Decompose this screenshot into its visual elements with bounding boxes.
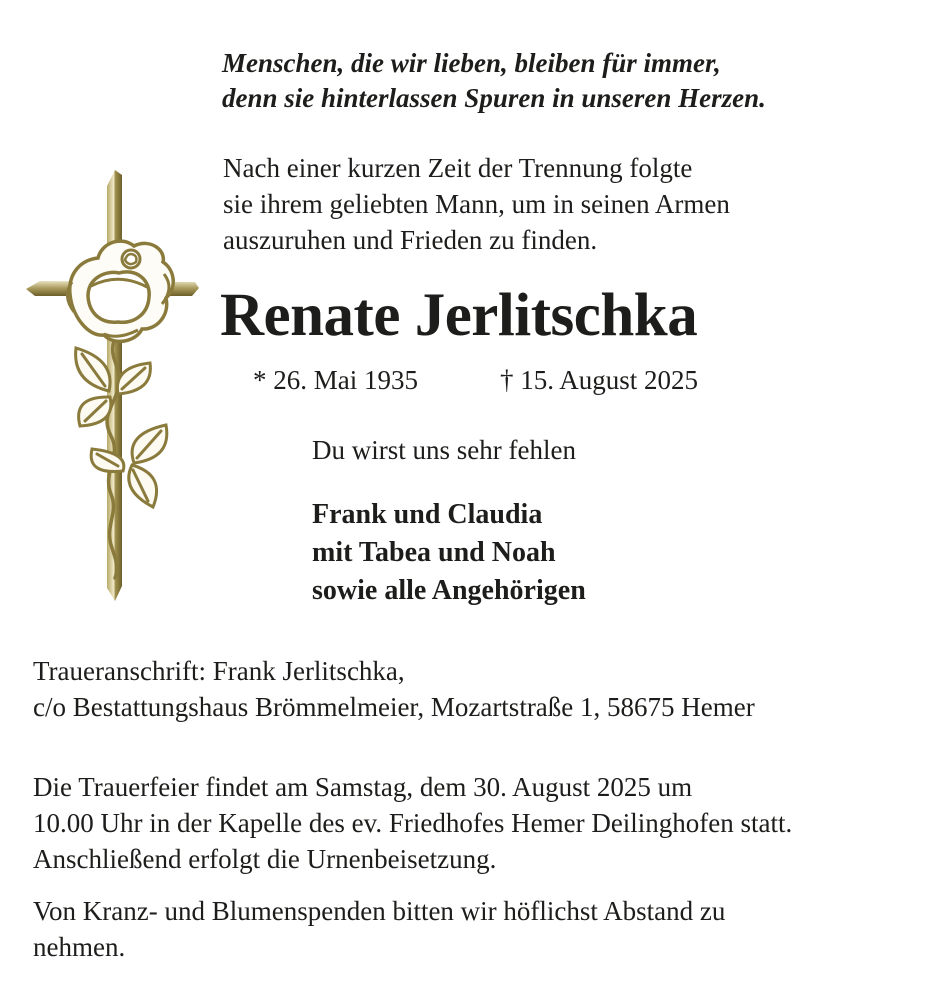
mourners-line: sowie alle Angehörigen [312,575,586,606]
mourners-line: Frank und Claudia [312,499,543,530]
mourning-address [33,653,755,725]
rose-icon [67,241,173,341]
cross-icon [26,170,199,601]
cross-with-rose-illustration [12,158,212,610]
address-line: Traueranschrift: Frank Jerlitschka, [33,656,405,686]
epigraph [222,46,766,116]
intro-line: auszuruhen und Frieden zu finden. [223,225,598,255]
farewell-line: Du wirst uns sehr fehlen [312,435,576,465]
service-line: Die Trauerfeier findet am Samstag, dem 30. August 2025 um [33,772,693,802]
funeral-service-info [33,769,792,877]
birth-date: * 26. Mai 1935 [253,365,418,395]
mourners-line: mit Tabea und Noah [312,537,556,568]
epigraph-line: Menschen, die wir lieben, bleiben für immer, [222,48,721,78]
address-line: c/o Bestattungshaus Brömmelmeier, Mozartstraße 1, 58675 Hemer [33,692,755,722]
donations-note [33,893,725,965]
life-dates [253,363,699,397]
deceased-name: Renate Jerlitschka [220,282,698,349]
donations-line: Von Kranz- und Blumenspenden bitten wir höflichst Abstand zu [33,896,726,926]
intro-line: sie ihrem geliebten Mann, um in seinen Armen [223,189,730,219]
death-date: † 15. August 2025 [500,365,699,395]
intro-line: Nach einer kurzen Zeit der Trennung folgte [223,153,693,183]
service-line: Anschließend erfolgt die Urnenbeisetzung. [33,844,497,874]
epigraph-line: denn sie hinterlassen Spuren in unseren Herzen. [222,83,766,113]
mourners-block [312,496,586,610]
donations-line: nehmen. [33,932,126,962]
service-line: 10.00 Uhr in der Kapelle des ev. Friedhofes Hemer Deilinghofen statt. [33,808,793,838]
intro-paragraph [223,150,730,258]
